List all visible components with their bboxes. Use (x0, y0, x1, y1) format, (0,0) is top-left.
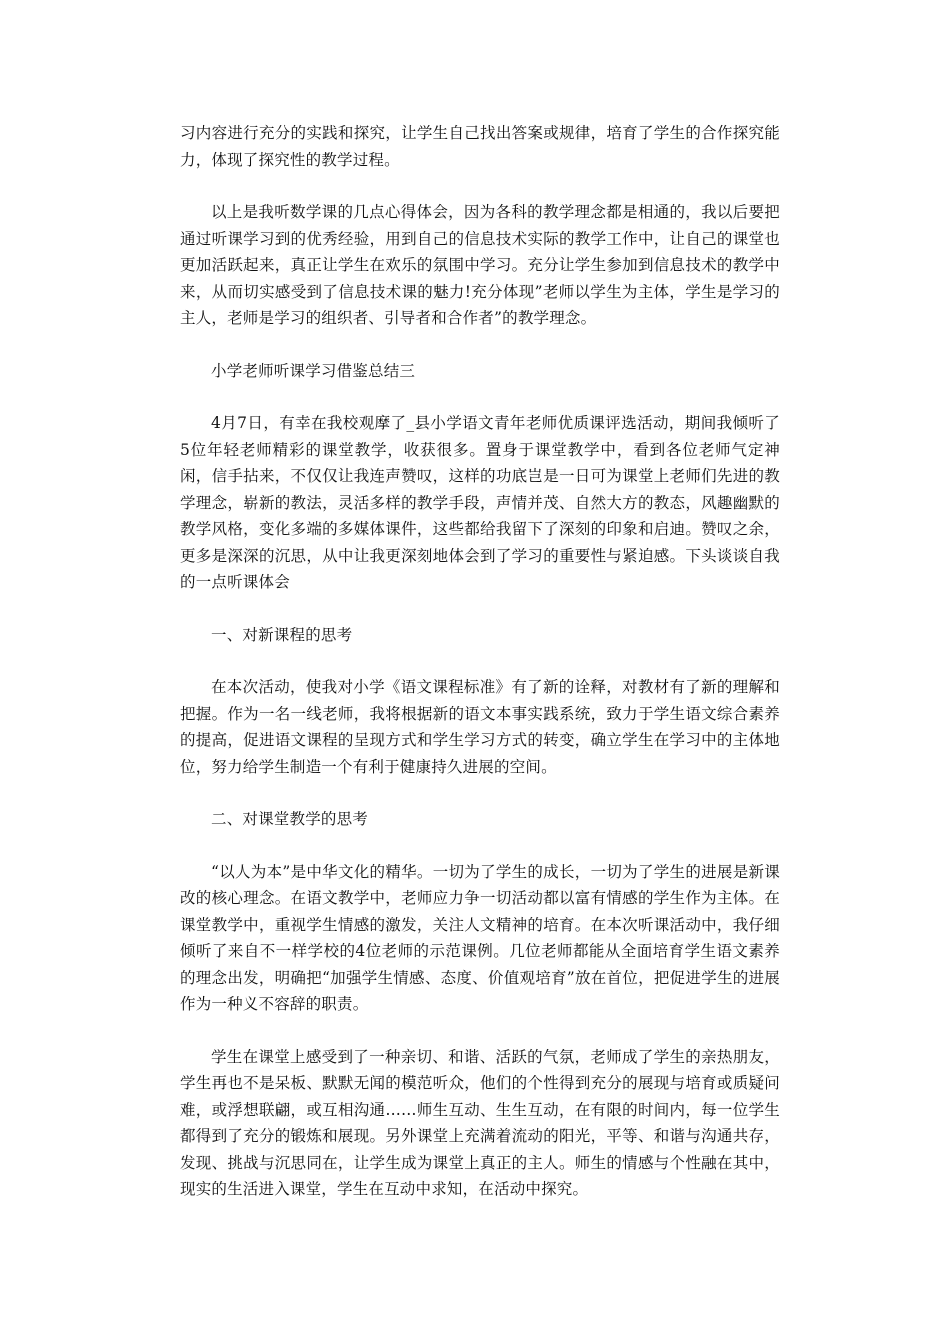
paragraph-observation: 4月7日，有幸在我校观摩了_县小学语文青年老师优质课评选活动，期间我倾听了5位年轻老师精彩的课堂教学，收获很多。置身于课堂教学中，看到各位老师气定神闲，信手拈来，不仅仅让我连声赞叹，这样的功底岂是一日可为课堂上老师们先进的教学理念，崭新的教法，灵活多样的教学手段，声情并茂、自然大方的教态，风趣幽默的教学风格，变化多端的多媒体课件，这些都给我留下了深刻的印象和启迪。赞叹之余，更多是深深的沉思，从中让我更深刻地体会到了学习的重要性与紧迫感。下头谈谈自我的一点听课体会 (180, 414, 780, 591)
section-title: 小学老师听课学习借鉴总结三 (211, 361, 416, 380)
paragraph-atmosphere: 学生在课堂上感受到了一种亲切、和谐、活跃的气氛，老师成了学生的亲热朋友，学生再也不是呆板、默默无闻的模范听众，他们的个性得到充分的展现与培育或质疑问难，或浮想联翩，或互相沟通……师生互动、生生互动，在有限的时间内，每一位学生都得到了充分的锻炼和展现。另外课堂上充满着流动的阳光，平等、和谐与沟通共存，发现、挑战与沉思同在，让学生成为课堂上真正的主人。师生的情感与个性融在其中，现实的生活进入课堂，学生在互动中求知，在活动中探究。 (180, 1047, 780, 1198)
section-heading-classroom: 二、对课堂教学的思考 (211, 810, 369, 828)
paragraph-reflection: 以上是我听数学课的几点心得体会，因为各科的教学理念都是相通的，我以后要把通过听课学习到的优秀经验，用到自己的信息技术实际的教学工作中，让自己的课堂也更加活跃起来，真正让学生在欢乐的氛围中学习。充分让学生参加到信息技术的教学中来，从而切实感受到了信息技术课的魅力!充分体现”老师以学生为主体，学生是学习的主人，老师是学习的组织者、引导者和合作者”的教学理念。 (180, 203, 780, 327)
paragraph-classroom: “以人为本”是中华文化的精华。一切为了学生的成长，一切为了学生的进展是新课改的核心理念。在语文教学中，老师应力争一切活动都以富有情感的学生作为主体。在课堂教学中，重视学生情感的激发，关注人文精神的培育。在本次听课活动中，我仔细倾听了来自不一样学校的4位老师的示范课例。几位老师都能从全面培育学生语文素养的理念出发，明确把“加强学生情感、态度、价值观培育”放在首位，把促进学生的进展作为一种义不容辞的职责。 (180, 862, 780, 1013)
paragraph-continuation: 习内容进行充分的实践和探究，让学生自己找出答案或规律，培育了学生的合作探究能力，体现了探究性的教学过程。 (180, 124, 780, 169)
paragraph-curriculum: 在本次活动，使我对小学《语文课程标准》有了新的诠释，对教材有了新的理解和把握。作为一名一线老师，我将根据新的语文本事实践系统，致力于学生语文综合素养的提高，促进语文课程的呈现方式和学生学习方式的转变，确立学生在学习中的主体地位，努力给学生制造一个有利于健康持久进展的空间。 (180, 678, 780, 776)
section-heading-curriculum: 一、对新课程的思考 (211, 625, 353, 644)
document-body (180, 120, 780, 1229)
